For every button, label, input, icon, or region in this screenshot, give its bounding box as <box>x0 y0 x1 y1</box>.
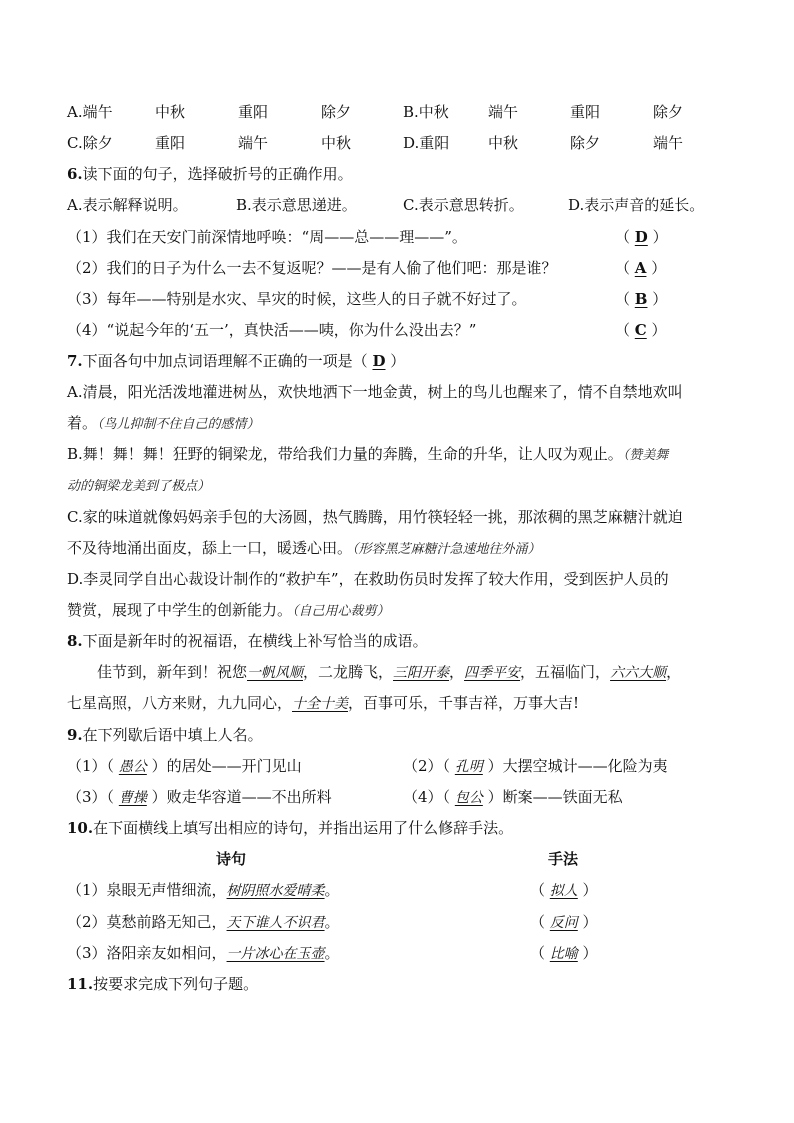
option-c-item-3: 端午 <box>238 134 269 152</box>
q10-method-1: （ 拟人 ） <box>530 881 598 899</box>
column-header-method: 手法 <box>548 850 579 868</box>
answer: D <box>372 352 386 370</box>
text: （3）洛阳亲友如相问， <box>67 944 227 962</box>
q10-item-3 <box>67 942 340 963</box>
fill-blank-2: 三阳开泰 <box>393 665 450 681</box>
question-stem: 下面是新年时的祝福语，在横线上补写恰当的成语。 <box>82 632 428 650</box>
fill-blank-5: 十全十美 <box>292 696 349 712</box>
q7-option-b-line-2: 动的铜梁龙美到了极点） <box>67 479 211 494</box>
text: （2）莫愁前路无知己， <box>67 913 227 931</box>
fill-name: 曹操 <box>118 790 147 806</box>
handwritten-note: （鸟儿抑制不住自己的感情） <box>97 417 260 432</box>
q8-passage-line-1 <box>97 661 681 682</box>
q10-method-3: （ 比喻 ） <box>530 944 598 962</box>
option-c: C.除夕 <box>67 134 113 152</box>
text: （4）（ <box>403 788 451 806</box>
text: 佳节到，新年到！祝您 <box>97 663 248 681</box>
q7-option-c-line-1: C.家的味道就像妈妈亲手包的大汤圆，热气腾腾，用竹筷轻轻一挑，那浓稠的黑芝麻糖汁就迫 <box>67 508 683 526</box>
option-a-item-2: 中秋 <box>155 103 186 121</box>
answer: A <box>634 259 647 277</box>
question-stem: 读下面的句子，选择破折号的正确作用。 <box>82 165 353 183</box>
question-9 <box>67 724 263 745</box>
question-number: 10. <box>67 819 94 837</box>
text: （1）（ <box>67 757 115 775</box>
fill-blank-1: 一帆风顺 <box>247 665 304 681</box>
q6-option-d: D.表示声音的延长。 <box>568 196 705 214</box>
question-number: 9. <box>67 726 83 744</box>
paren-close: ） <box>390 352 406 370</box>
question-number: 8. <box>67 632 83 650</box>
question-10 <box>67 817 513 838</box>
question-stem: 在下面横线上填写出相应的诗句，并指出运用了什么修辞手法。 <box>93 819 514 837</box>
question-number: 6. <box>67 165 83 183</box>
q7-option-a-line-1: A.清晨，阳光活泼地灌进树丛，欢快地洒下一地金黄，树上的鸟儿也醒来了，情不自禁地欢叫 <box>67 383 683 401</box>
text: 。 <box>324 913 340 931</box>
text: ， <box>666 663 682 681</box>
text: ）断案——铁面无私 <box>487 788 623 806</box>
question-stem: 在下列歇后语中填上人名。 <box>82 726 263 744</box>
question-8 <box>67 630 428 651</box>
fill-poem: 一片冰心在玉壶 <box>226 946 325 962</box>
text: ，百事可乐，千事吉祥，万事大吉! <box>348 694 580 712</box>
q6-option-c: C.表示意思转折。 <box>403 196 524 214</box>
option-a-item-4: 除夕 <box>321 103 352 121</box>
answer: C <box>634 321 647 339</box>
q9-item-2 <box>403 755 668 776</box>
handwritten-note: （形容黑芝麻糖汁急速地往外涌） <box>352 542 541 557</box>
option-d-item-2: 中秋 <box>488 134 519 152</box>
text: 七星高照，八方来财，九九同心， <box>67 694 293 712</box>
q6-option-b: B.表示意思递进。 <box>236 196 357 214</box>
text: ）的居处——开门见山 <box>151 757 302 775</box>
question-stem: 按要求完成下列句子题。 <box>93 975 259 993</box>
question-stem: 下面各句中加点词语理解不正确的一项是（ <box>82 352 368 370</box>
option-c-item-2: 重阳 <box>155 134 186 152</box>
text: （2）（ <box>403 757 451 775</box>
option-d-item-3: 除夕 <box>570 134 601 152</box>
option-b: B.中秋 <box>403 103 449 121</box>
option-c-item-4: 中秋 <box>321 134 352 152</box>
fill-blank-3: 四季平安 <box>464 665 521 681</box>
text: ，五福临门， <box>520 663 611 681</box>
q6-answer-4: （ C ） <box>615 321 667 339</box>
text: ）大摆空城计——化险为夷 <box>487 757 668 775</box>
option-a-item-3: 重阳 <box>238 103 269 121</box>
q6-item-3: （3）每年——特别是水灾、旱灾的时候，这些人的日子就不好过了。 <box>67 290 527 308</box>
answer: D <box>634 228 648 246</box>
fill-poem: 天下谁人不识君 <box>226 915 325 931</box>
text: 。 <box>324 944 340 962</box>
q7-option-d-line-1: D.李灵同学自出心裁设计制作的“救护车”，在救助伤员时发挥了较大作用，受到医护人员的 <box>67 570 669 588</box>
text: ）败走华容道——不出所料 <box>151 788 332 806</box>
text: 着。 <box>67 414 98 432</box>
text: 不及待地涌出面皮，舔上一口，暖透心田。 <box>67 539 353 557</box>
q6-answer-2: （ A ） <box>615 259 667 277</box>
fill-poem: 树阴照水爱晴柔 <box>226 883 325 899</box>
q9-item-4 <box>403 786 623 807</box>
handwritten-note: （赞美舞 <box>622 448 669 463</box>
column-header-poem: 诗句 <box>216 850 247 868</box>
fill-name: 包公 <box>454 790 483 806</box>
fill-method: 反问 <box>549 915 578 931</box>
question-number: 7. <box>67 352 83 370</box>
q10-item-2 <box>67 911 340 932</box>
text: （1）泉眼无声惜细流， <box>67 881 227 899</box>
q7-option-d-line-2 <box>67 599 390 620</box>
option-b-item-4: 除夕 <box>653 103 684 121</box>
option-a: A.端午 <box>67 103 113 121</box>
q10-method-2: （ 反问 ） <box>530 913 598 931</box>
text: ，二龙腾飞， <box>303 663 394 681</box>
fill-method: 拟人 <box>549 883 578 899</box>
handwritten-note: （自己用心裁剪） <box>292 604 390 619</box>
q9-item-1 <box>67 755 302 776</box>
q6-answer-1: （ D ） <box>615 228 668 246</box>
q6-item-4: （4）“说起今年的‘五一’，真快活——咦，你为什么没出去？” <box>67 321 477 339</box>
q9-item-3 <box>67 786 332 807</box>
q7-option-a-line-2 <box>67 412 260 433</box>
q10-item-1 <box>67 879 340 900</box>
fill-name: 愚公 <box>118 759 147 775</box>
question-6 <box>67 163 353 184</box>
q6-answer-3: （ B ） <box>615 290 668 308</box>
option-d: D.重阳 <box>403 134 450 152</box>
option-d-item-4: 端午 <box>653 134 684 152</box>
text: 赞赏，展现了中学生的创新能力。 <box>67 601 293 619</box>
q6-item-1: （1）我们在天安门前深情地呼唤：“周——总——理——”。 <box>67 228 467 246</box>
q8-passage-line-2 <box>67 692 579 713</box>
q7-option-c-line-2 <box>67 537 541 558</box>
question-number: 11. <box>67 975 94 993</box>
question-7 <box>67 350 405 371</box>
text: B.舞！舞！舞！狂野的铜梁龙，带给我们力量的奔腾，生命的升华，让人叹为观止。 <box>67 445 623 463</box>
fill-name: 孔明 <box>454 759 483 775</box>
text: 。 <box>324 881 340 899</box>
q6-item-2: （2）我们的日子为什么一去不复返呢？——是有人偷了他们吧：那是谁？ <box>67 259 557 277</box>
option-b-item-3: 重阳 <box>570 103 601 121</box>
q7-option-b-line-1 <box>67 443 668 464</box>
text: （3）（ <box>67 788 115 806</box>
fill-blank-4: 六六大顺 <box>610 665 667 681</box>
answer: B <box>634 290 648 308</box>
q6-option-a: A.表示解释说明。 <box>67 196 188 214</box>
fill-method: 比喻 <box>549 946 578 962</box>
question-11 <box>67 973 258 994</box>
option-b-item-2: 端午 <box>488 103 519 121</box>
text: ， <box>449 663 465 681</box>
